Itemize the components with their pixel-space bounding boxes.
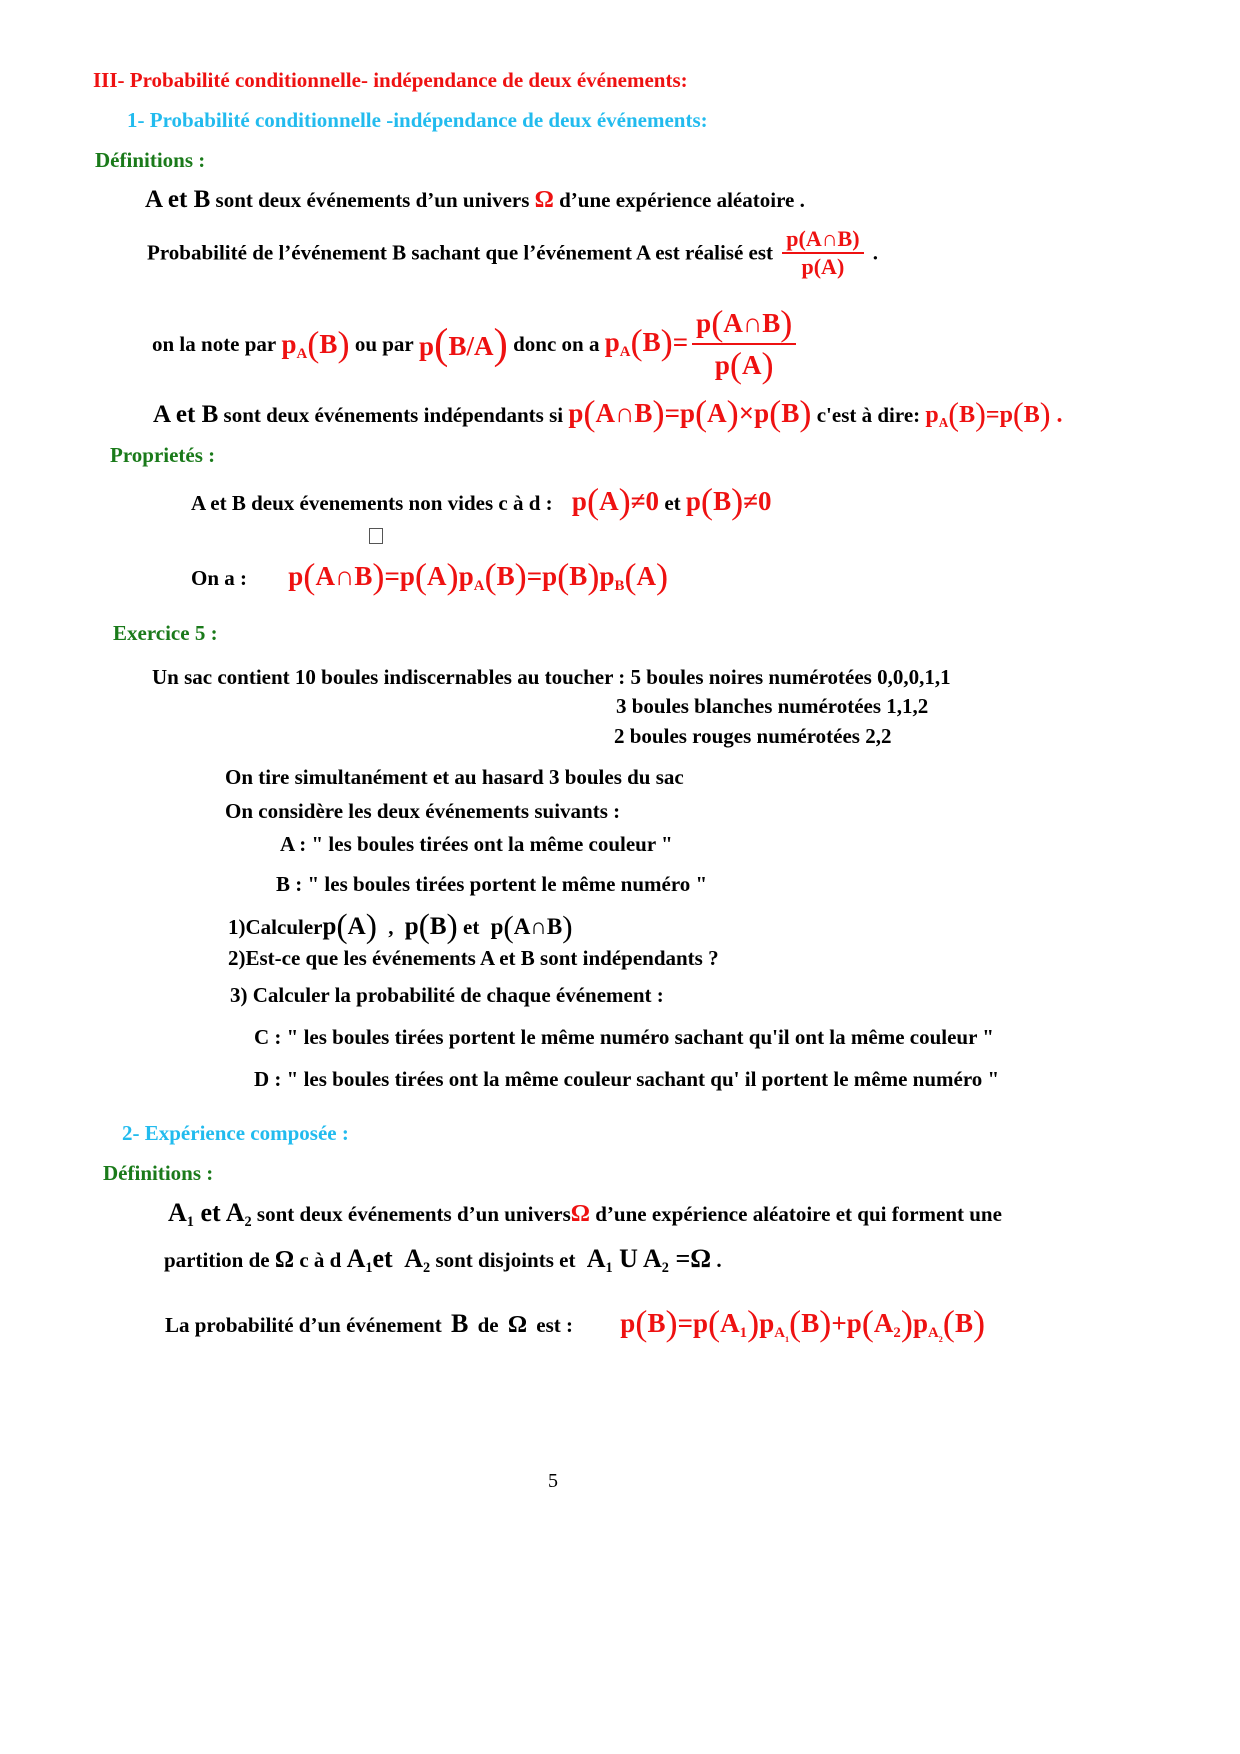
formula-partition-union: $A_1$ U $A_2 =\Omega$ <box>586 1244 712 1276</box>
definition-line-2 <box>147 228 878 278</box>
question-1 <box>228 910 573 944</box>
def-text: sont deux événements indépendants si <box>223 403 564 427</box>
fraction-numerator: p(A∩B) <box>782 228 863 254</box>
def-text: on la note par <box>152 331 277 356</box>
subsection-title-1: 1- Probabilité conditionnelle -indépendance de deux événements: <box>127 108 708 132</box>
event-b-symbol: B <box>450 1309 469 1338</box>
comp-text: de <box>477 1313 499 1337</box>
conditional-fraction <box>782 228 863 278</box>
formula-independence: p(A∩B)=p(A)×p(B) <box>568 393 812 433</box>
formula-total-probability: $p(B)=p(A_1)p_{A_1}(B)+p(A_2)p_{A_2}(B)$ <box>620 1303 986 1344</box>
ab-label: A et B <box>153 401 219 428</box>
event-a-definition: A : " les boules tirées ont la même couleur " <box>280 832 673 856</box>
et-text: et <box>664 491 681 515</box>
comp-text: d’une expérience aléatoire et qui forment une <box>595 1202 1002 1226</box>
et-text: et <box>463 915 480 939</box>
properties-label: Proprietés : <box>110 443 216 467</box>
event-c-definition: C : " les boules tirées portent le même numéro sachant qu'il ont la même couleur " <box>254 1025 994 1049</box>
formula-pb-nonzero: p(B)≠0 <box>685 481 772 521</box>
comp-text: est : <box>536 1313 574 1337</box>
comp-text: sont deux événements d’un univers <box>256 1202 571 1226</box>
formula-pb: p(B) <box>404 908 458 945</box>
formula-pab: p(A∩B) <box>490 909 573 944</box>
formula-a1-et-a2: $A_1et$ $A_2$ <box>346 1244 431 1276</box>
question-2: 2)Est-ce que les événements A et B sont indépendants ? <box>228 946 719 970</box>
composed-line-2 <box>164 1246 722 1275</box>
ab-label: A et B <box>145 186 211 213</box>
question-3: 3) Calculer la probabilité de chaque événement : <box>230 983 664 1007</box>
composed-line-1 <box>168 1200 1002 1229</box>
period: . <box>872 240 879 265</box>
formula-pa-nonzero: p(A)≠0 <box>571 481 660 521</box>
fraction-denominator: p(A) <box>801 254 845 279</box>
period: . <box>716 1248 722 1272</box>
formula-p-b-given-a: p(B/A) <box>419 320 508 368</box>
def-text: d’une expérience aléatoire . <box>559 188 805 212</box>
definition-line-1 <box>145 187 805 212</box>
omega-symbol: Ω <box>507 1312 528 1338</box>
prop-text: On a : <box>191 566 248 590</box>
omega-symbol: Ω <box>274 1247 295 1273</box>
separator: , <box>388 915 394 939</box>
event-d-definition: D : " les boules tirées ont la même couleur sachant qu' il portent le même numéro " <box>254 1067 1000 1091</box>
page-number: 5 <box>548 1470 558 1492</box>
exercise-line: On considère les deux événements suivants : <box>225 799 621 823</box>
definitions-label-1: Définitions : <box>95 148 206 172</box>
omega-symbol: Ω <box>570 1201 590 1227</box>
comp-text: partition de <box>164 1248 270 1272</box>
definition-line-3 <box>152 305 800 384</box>
def-text: sont deux événements d’un univers <box>215 188 530 212</box>
subsection-title-2: 2- Expérience composée : <box>122 1121 349 1145</box>
event-b-definition: B : " les boules tirées portent le même numéro " <box>276 872 708 896</box>
exercise-line: 3 boules blanches numérotées 1,1,2 <box>616 694 929 718</box>
def-text: donc on a <box>513 331 600 356</box>
def-text: ou par <box>354 331 414 356</box>
formula-pa: p(A) <box>322 908 377 945</box>
exercise-line: 2 boules rouges numérotées 2,2 <box>614 724 892 748</box>
property-line-2 <box>191 558 668 594</box>
def-text: c'est à dire: <box>816 403 921 427</box>
composed-line-3 <box>165 1305 985 1344</box>
prop-text: A et B deux évenements non vides c à d : <box>191 491 553 515</box>
omega-symbol: Ω <box>534 187 554 213</box>
placeholder-box-icon <box>369 528 383 544</box>
exercise-line: On tire simultanément et au hasard 3 boules du sac <box>225 765 684 789</box>
formula-independence-equivalent: $p_A(B)=p(B)$ . <box>925 397 1063 433</box>
definition-line-4 <box>153 395 1063 431</box>
formula-conditional-definition: $p_A(B)=$ $\frac{p(A\cap B)}{p(A)}$ <box>605 327 801 357</box>
comp-text: c à d <box>299 1248 342 1272</box>
section-title: III- Probabilité conditionnelle- indépendance de deux événements: <box>93 68 688 92</box>
comp-text: sont disjoints et <box>435 1248 576 1272</box>
formula-multiplication-rule: $p(A\cap B)=p(A)p_A(B)=p(B)p_B(A)$ <box>288 556 669 596</box>
formula-pa-b: $p_A(B)$ <box>281 324 350 365</box>
comp-text: La probabilité d’un événement <box>165 1313 442 1337</box>
exercise-line: Un sac contient 10 boules indiscernables au toucher : 5 boules noires numérotées 0,0,0,1,1 <box>152 665 951 689</box>
definitions-label-2: Définitions : <box>103 1161 214 1185</box>
formula-a1-et-a2: $A_1$ et $A_2$ <box>168 1198 252 1230</box>
question-text: 1)Calculer <box>228 915 323 939</box>
def-text: Probabilité de l’événement B sachant que l’événement A est réalisé est <box>147 240 774 265</box>
property-line-1 <box>191 483 772 519</box>
exercise-label: Exercice 5 : <box>113 621 218 645</box>
